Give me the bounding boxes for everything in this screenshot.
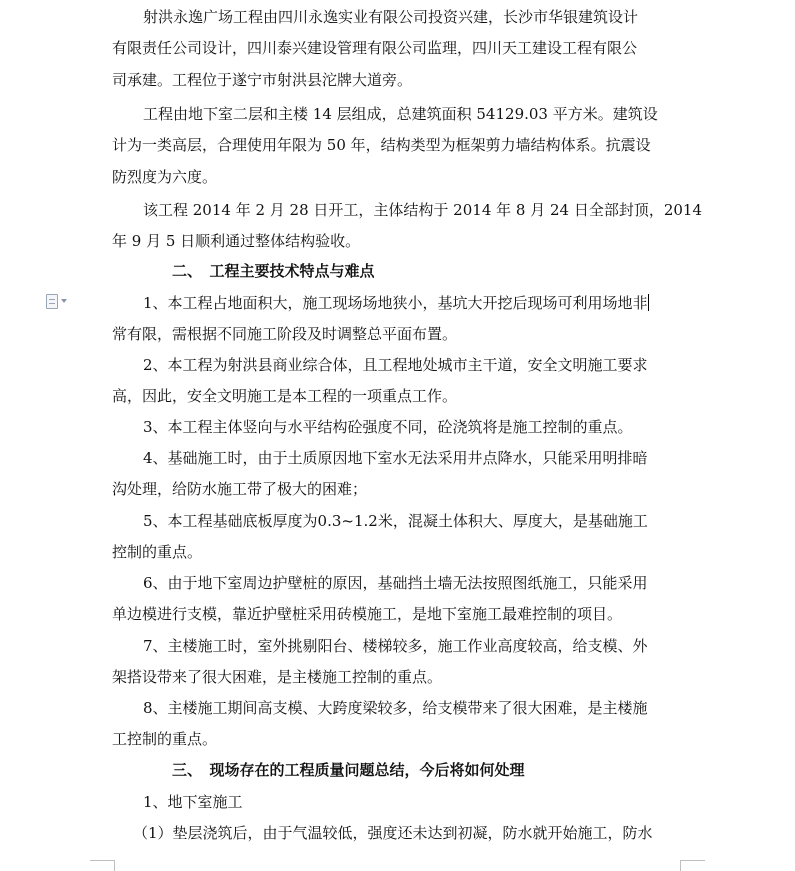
heading-text: 三、 现场存在的工程质量问题总结，今后将如何处理 [172, 761, 525, 779]
list-item [112, 693, 684, 756]
text-line: 沟处理，给防水施工带了极大的困难； [112, 480, 368, 499]
text-line: 1、本工程占地面积大，施工现场场地狭小，基坑大开挖后现场可利用场地非 [143, 294, 648, 312]
list-item [112, 568, 684, 631]
text-line: 7、主楼施工时，室外挑剔阳台、楼梯较多，施工作业高度较高，给支模、外 [143, 637, 648, 655]
list-item [112, 506, 684, 569]
subsection-item [133, 818, 705, 849]
chevron-down-icon [61, 299, 67, 303]
text-line: 架搭设带来了很大困难，是主楼施工控制的重点。 [112, 668, 443, 687]
subsection-heading [112, 787, 684, 818]
text-line: 射洪永逸广场工程由四川永逸实业有限公司投资兴建，长沙市华银建筑设计 [143, 8, 639, 26]
text-line: 控制的重点。 [112, 543, 203, 562]
paragraph-intro [112, 2, 684, 96]
section-heading-2 [172, 256, 744, 287]
text-line: 年 9 月 5 日顺利通过整体结构验收。 [112, 232, 361, 251]
text-line: （1）垫层浇筑后，由于气温较低，强度还未达到初凝，防水就开始施工，防水 [133, 824, 653, 842]
text-line: 工控制的重点。 [112, 730, 218, 749]
list-item [112, 412, 684, 443]
page-corner-mark [90, 860, 115, 871]
text-line: 4、基础施工时，由于土质原因地下室水无法采用井点降水，只能采用明排暗 [143, 449, 648, 467]
paragraph-schedule [112, 195, 703, 258]
paragraph-scale [112, 99, 684, 193]
text-line: 6、由于地下室周边护壁桩的原因，基础挡土墙无法按照图纸施工，只能采用 [143, 574, 648, 592]
text-line: 5、本工程基础底板厚度为0.3~1.2米，混凝土体积大、厚度大，是基础施工 [143, 512, 648, 530]
text-line: 计为一类高层，合理使用年限为 50 年，结构类型为框架剪力墙结构体系。抗震设 [112, 136, 651, 155]
text-line: 常有限，需根据不同施工阶段及时调整总平面布置。 [112, 325, 458, 344]
text-line: 1、地下室施工 [143, 793, 243, 811]
doc-icon [46, 294, 58, 309]
list-item [112, 631, 684, 694]
heading-text: 二、 工程主要技术特点与难点 [172, 262, 375, 280]
text-line: 8、主楼施工期间高支模、大跨度梁较多，给支模带来了很大困难，是主楼施 [143, 699, 648, 717]
text-line: 高，因此，安全文明施工是本工程的一项重点工作。 [112, 387, 458, 406]
text-line: 单边模进行支模，靠近护壁桩采用砖模施工，是地下室施工最难控制的项目。 [112, 605, 623, 624]
text-line: 3、本工程主体竖向与水平结构砼强度不同，砼浇筑将是施工控制的重点。 [143, 418, 633, 436]
section-heading-3 [172, 755, 744, 786]
text-line: 工程由地下室二层和主楼 14 层组成，总建筑面积 54129.03 平方米。建筑设 [143, 105, 658, 123]
text-cursor [648, 294, 649, 311]
list-item [112, 350, 684, 413]
list-item [112, 443, 684, 506]
document-paragraph-icon[interactable] [46, 293, 72, 309]
text-line: 有限责任公司设计，四川泰兴建设管理有限公司监理，四川天工建设工程有限公 [112, 39, 638, 58]
text-line: 司承建。工程位于遂宁市射洪县沱牌大道旁。 [112, 70, 413, 89]
text-line: 该工程 2014 年 2 月 28 日开工，主体结构于 2014 年 8 月 24 日全部封顶，2014 [143, 201, 703, 219]
text-line: 2、本工程为射洪县商业综合体，且工程地处城市主干道，安全文明施工要求 [143, 356, 648, 374]
list-item [112, 288, 684, 351]
page-corner-mark [680, 860, 705, 871]
text-line: 防烈度为六度。 [112, 167, 218, 186]
